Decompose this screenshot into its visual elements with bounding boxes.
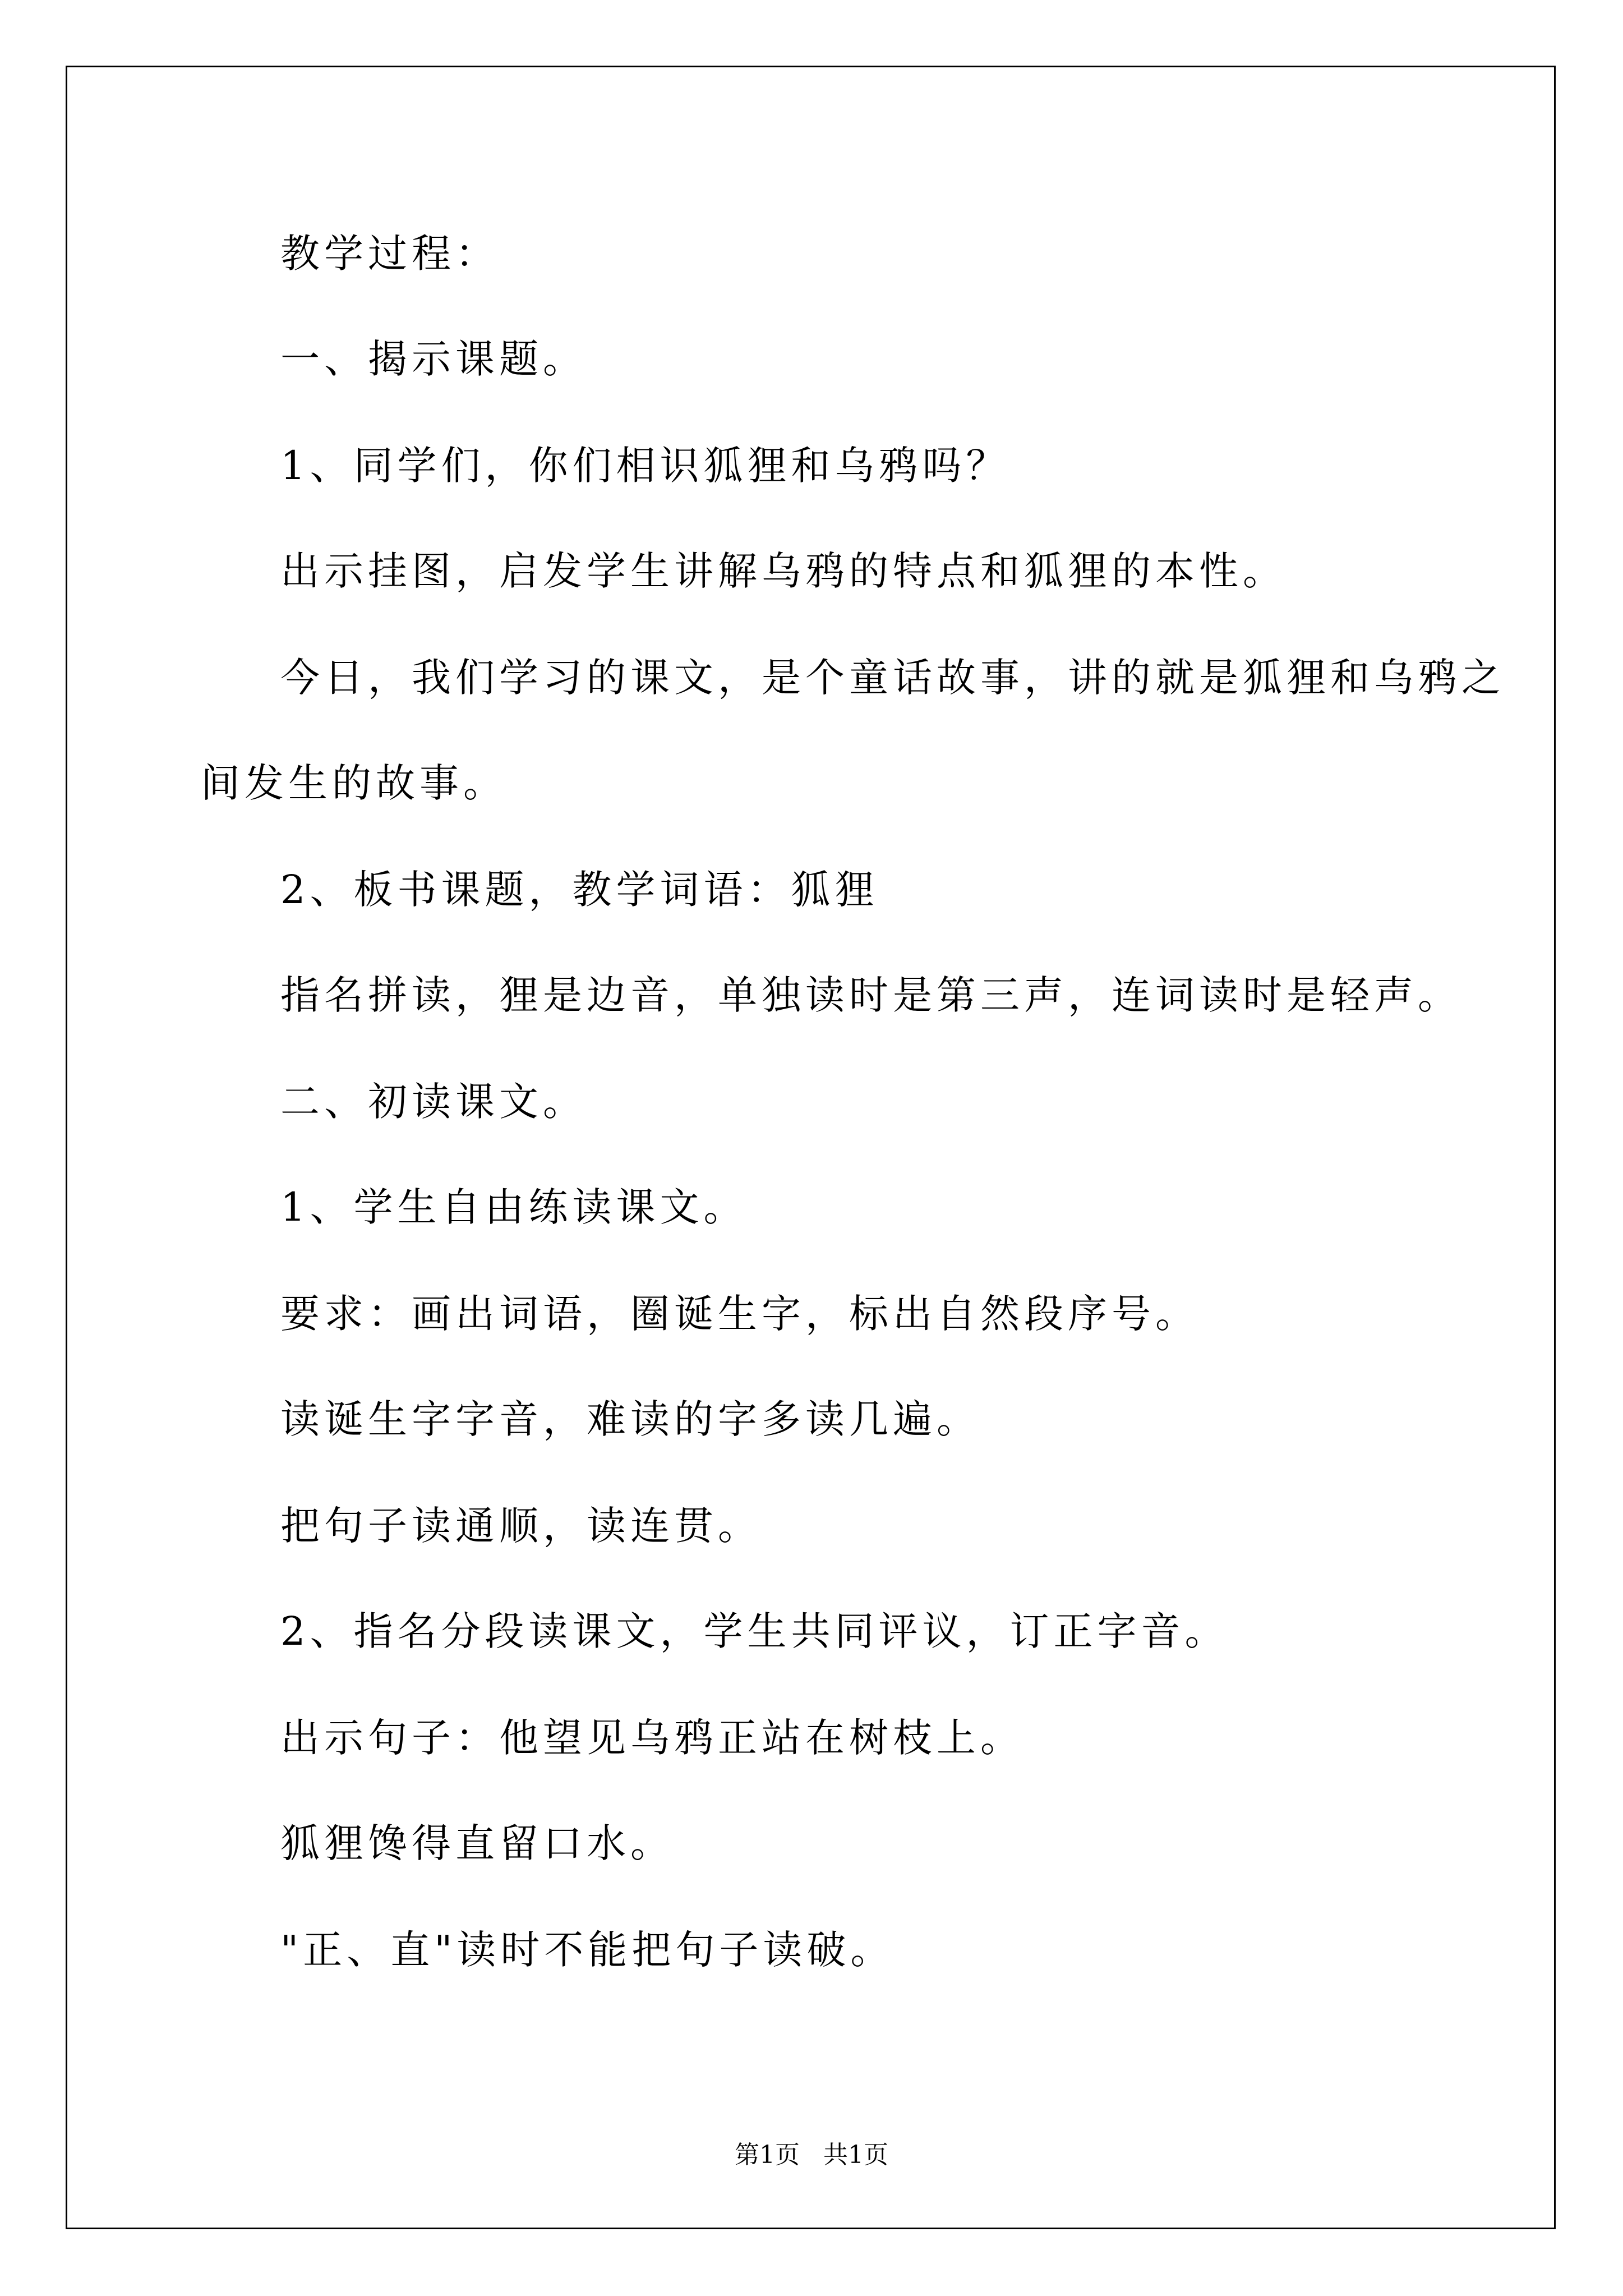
paragraph: 1、同学们，你们相识狐狸和乌鸦吗？ — [280, 443, 1010, 489]
paragraph: 一、揭示课题。 — [280, 336, 587, 382]
paragraph: 1、学生自由练读课文。 — [280, 1184, 748, 1230]
page-number-footer: 第1页 共1页 — [735, 2141, 888, 2169]
paragraph: 今日，我们学习的课文，是个童话故事，讲的就是狐狸和乌鸦之 — [280, 655, 1505, 701]
paragraph: 出示挂图，启发学生讲解乌鸦的特点和狐狸的本性。 — [280, 548, 1287, 594]
paragraph-continuation: 间发生的故事。 — [201, 760, 507, 806]
paragraph: 出示句子：他望见乌鸦正站在树枝上。 — [280, 1715, 1024, 1761]
paragraph: 把句子读通顺，读连贯。 — [280, 1503, 762, 1549]
paragraph: 2、指名分段读课文，学生共同评议，订正字音。 — [280, 1608, 1229, 1654]
paragraph: 教学过程： — [280, 231, 499, 277]
paragraph: 狐狸馋得直留口水。 — [280, 1820, 674, 1866]
paragraph: 指名拼读，狸是边音，单独读时是第三声，连词读时是轻声。 — [280, 972, 1461, 1018]
paragraph: "正、直"读时不能把句子读破。 — [280, 1927, 895, 1973]
paragraph: 二、初读课文。 — [280, 1079, 587, 1125]
paragraph: 要求：画出词语，圈诞生字，标出自然段序号。 — [280, 1291, 1199, 1337]
paragraph: 2、板书课题，教学词语：狐狸 — [280, 867, 879, 913]
paragraph: 读诞生字字音，难读的字多读几遍。 — [280, 1396, 980, 1442]
